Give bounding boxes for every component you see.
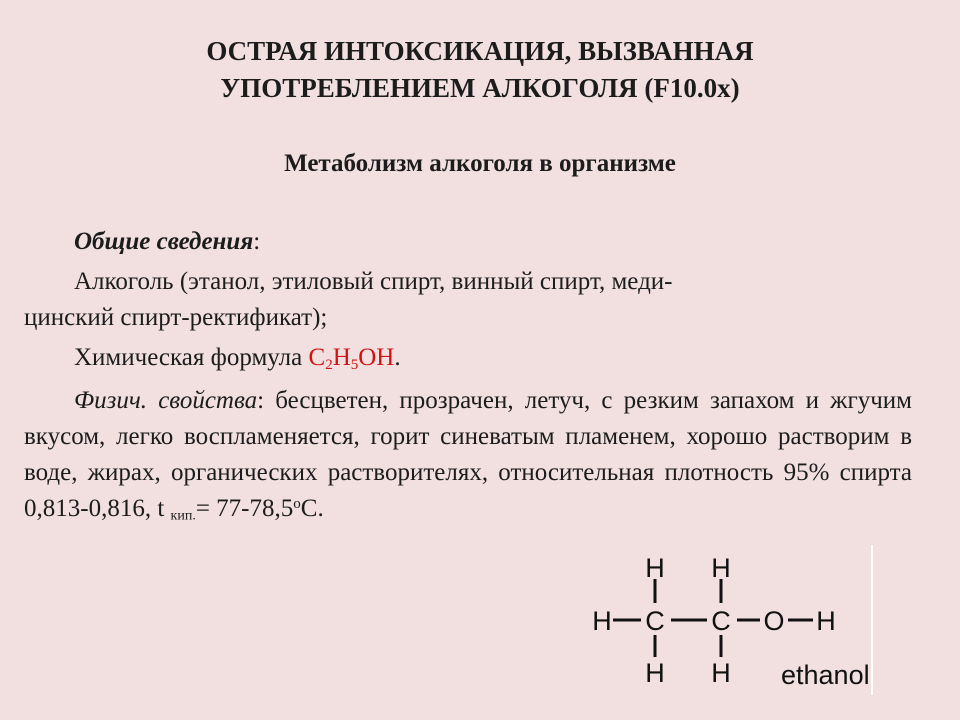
- alcohol-names-line-2: цинский спирт-ректификат);: [24, 304, 328, 331]
- formula-h-subscript: 5: [350, 356, 359, 373]
- degree-symbol: о: [293, 495, 301, 512]
- title-line-1: ОСТРАЯ ИНТОКСИКАЦИЯ, ВЫЗВАННАЯ: [206, 36, 754, 66]
- section-subtitle: Метаболизм алкоголя в организме: [284, 150, 676, 177]
- atom-o: O: [763, 606, 785, 636]
- atom-c1: C: [645, 606, 665, 636]
- formula-h: H: [332, 344, 351, 371]
- general-info-label: Общие сведения: [74, 228, 254, 255]
- slide-title: [0, 33, 960, 107]
- boiling-unit: С.: [300, 495, 324, 522]
- physical-properties-text: : бесцветен, прозрачен, летуч, с резким запахом и жгучим вкусом, легко воспламеняется, горит синеватым пламенем, хорошо растворим в воде, жирах, органических растворителях, относительная плотность 95% спирта 0,813-0,816, t: [24, 387, 912, 522]
- formula-period: .: [394, 344, 401, 371]
- atom-h-right: H: [816, 606, 836, 636]
- atom-h-top-2: H: [711, 553, 731, 583]
- formula-label: Химическая формула: [74, 344, 309, 371]
- atom-c2: C: [711, 606, 731, 636]
- alcohol-names-line-1: Алкоголь (этанол, этиловый спирт, винный спирт, меди-: [74, 268, 673, 295]
- atom-h-left: H: [592, 606, 612, 636]
- title-line-2: УПОТРЕБЛЕНИЕМ АЛКОГОЛЯ (F10.0x): [220, 73, 740, 103]
- ethanol-label: ethanol: [781, 660, 870, 690]
- ethanol-structural-formula: [575, 545, 885, 695]
- general-info-heading: [24, 224, 912, 260]
- physical-properties-paragraph: [24, 383, 912, 527]
- physical-properties-label: Физич. свойства: [74, 387, 258, 414]
- general-info-colon: :: [253, 228, 261, 255]
- formula-c: C: [308, 344, 326, 371]
- formula-oh: OH: [358, 344, 395, 371]
- formula-c-subscript: 2: [325, 356, 333, 373]
- atom-h-top-1: H: [645, 553, 665, 583]
- boiling-value: = 77-78,5: [195, 495, 294, 522]
- atom-h-bottom-1: H: [645, 658, 665, 688]
- boiling-subscript: кип.: [170, 508, 196, 524]
- atom-h-bottom-2: H: [711, 658, 731, 688]
- chemical-formula-line: [24, 340, 912, 376]
- alcohol-names-paragraph: [24, 264, 912, 336]
